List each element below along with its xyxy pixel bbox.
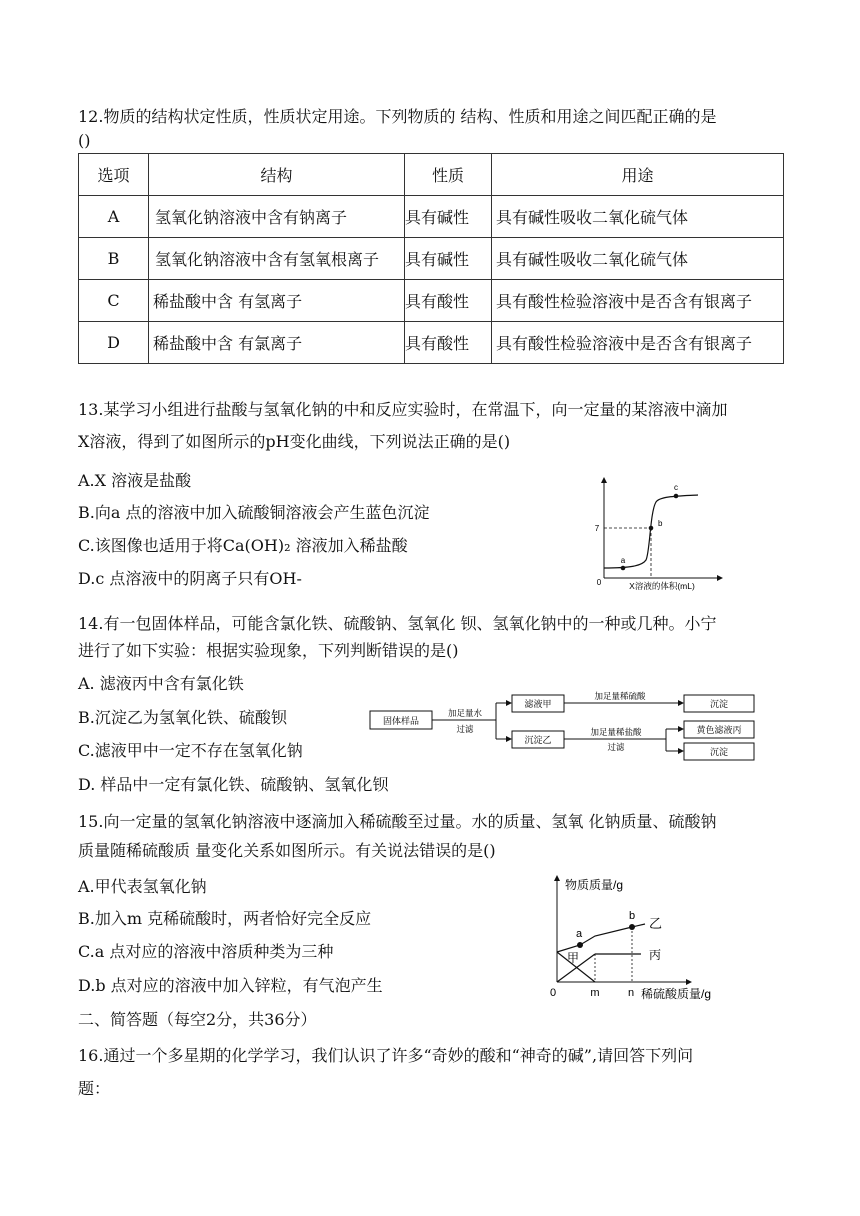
q16-line2: 题： <box>78 1079 111 1098</box>
row-structure: 氢氧化钠溶液中含有钠离子 <box>149 196 405 238</box>
y-axis-label: 物质质量/g <box>565 878 624 892</box>
row-use: 具有碱性吸收二氧化硫气体 <box>492 196 784 238</box>
row-structure: 稀盐酸中含 有氯离子 <box>149 322 405 364</box>
q14-stem-line2: 进行了如下实验：根据实验现象，下列判断错误的是() <box>78 641 459 660</box>
table-row <box>79 322 784 364</box>
row-option: A <box>79 196 149 238</box>
step2-label: 加足量稀硫酸 <box>594 691 646 701</box>
section-heading: 二、简答题（每空2分，共36分） <box>78 1010 317 1029</box>
point-c-label: c <box>674 483 678 492</box>
point-b-label: b <box>628 910 636 922</box>
q14-option-c: C.滤液甲中一定不存在氢氧化钠 <box>78 741 303 760</box>
row-use: 具有碱性吸收二氧化硫气体 <box>492 238 784 280</box>
table-row <box>79 238 784 280</box>
row-structure: 稀盐酸中含 有氢离子 <box>149 280 405 322</box>
filtrate-a-label: 滤液甲 <box>524 699 552 709</box>
series-jia-label: 甲 <box>567 951 580 965</box>
point-a-marker <box>577 942 583 948</box>
step3-top-label: 加足量稀盐酸 <box>590 727 642 737</box>
q13-option-b: B.向a 点的溶液中加入硫酸铜溶液会产生蓝色沉淀 <box>78 503 430 522</box>
q14-option-d: D. 样品中一定有氯化铁、硫酸钠、氢氧化钡 <box>78 775 389 794</box>
filtrate-c-label: 黄色滤液丙 <box>696 725 742 735</box>
q13-option-d: D.c 点溶液中的阴离子只有OH- <box>78 569 302 588</box>
row-option: B <box>79 238 149 280</box>
row-option: C <box>79 280 149 322</box>
table-row <box>79 196 784 238</box>
q12-table <box>78 153 784 364</box>
precip1-label: 沉淀 <box>709 699 729 709</box>
precip-b-label: 沉淀乙 <box>524 735 552 745</box>
point-b-marker <box>629 924 635 930</box>
row-property: 具有酸性 <box>405 280 492 322</box>
q15-option-b: B.加入m 克稀硫酸时，两者恰好完全反应 <box>78 909 372 928</box>
point-a-label: a <box>620 556 626 565</box>
q15-option-a: A.甲代表氢氧化钠 <box>78 877 207 896</box>
q14-stem-line1: 14.有一包固体样品，可能含氯化铁、硫酸钠、氢氧化 钡、氢氧化钠中的一种或几种。小宁 <box>78 614 717 633</box>
point-b-marker <box>649 526 654 531</box>
row-property: 具有碱性 <box>405 238 492 280</box>
table-row <box>79 280 784 322</box>
q14-option-a: A. 滤液丙中含有氯化铁 <box>78 674 244 693</box>
series-bing-label: 丙 <box>649 948 662 962</box>
row-use: 具有酸性检验溶液中是否含有银离子 <box>492 322 784 364</box>
point-a-marker <box>621 566 626 571</box>
origin-label: 0 <box>596 578 602 587</box>
row-property: 具有酸性 <box>405 322 492 364</box>
q13-stem-line1: 13.某学习小组进行盐酸与氢氧化钠的中和反应实验时，在常温下，向一定量的某溶液中滴加 <box>78 400 728 419</box>
row-option: D <box>79 322 149 364</box>
point-a-label: a <box>575 928 583 940</box>
experiment-flowchart <box>366 690 758 762</box>
precip2-label: 沉淀 <box>709 747 729 757</box>
q12-stem-line2: () <box>78 131 91 150</box>
q13-stem-line2: X溶液，得到了如图所示的pH变化曲线，下列说法正确的是() <box>78 432 511 451</box>
q13-option-c: C.该图像也适用于将Ca(OH)₂ 溶液加入稀盐酸 <box>78 536 408 555</box>
step1-top-label: 加足量水 <box>447 708 483 718</box>
row-property: 具有碱性 <box>405 196 492 238</box>
q13-option-a: A.X 溶液是盐酸 <box>78 471 192 490</box>
step3-bottom-label: 过滤 <box>607 742 625 752</box>
header-structure: 结构 <box>149 154 405 196</box>
x-axis-label: X溶液的体积(mL) <box>629 581 695 591</box>
mass-change-graph <box>545 872 712 1002</box>
origin-label: 0 <box>549 987 557 999</box>
row-structure: 氢氧化钠溶液中含有氢氧根离子 <box>149 238 405 280</box>
point-c-marker <box>674 494 679 499</box>
q15-option-d: D.b 点对应的溶液中加入锌粒，有气泡产生 <box>78 976 383 995</box>
q15-stem-line2: 质量随稀硫酸质 量变化关系如图所示。有关说法错误的是() <box>78 841 496 860</box>
header-property: 性质 <box>405 154 492 196</box>
q15-option-c: C.a 点对应的溶液中溶质种类为三种 <box>78 942 334 961</box>
q15-stem-line1: 15.向一定量的氢氧化钠溶液中逐滴加入稀硫酸至过量。水的质量、氢氧 化钠质量、硫酸钠 <box>78 812 717 831</box>
row-use: 具有酸性检验溶液中是否含有银离子 <box>492 280 784 322</box>
x-axis-label: 稀硫酸质量/g <box>641 987 712 1001</box>
q16-line1: 16.通过一个多星期的化学学习，我们认识了许多“奇妙的酸和“神奇的碱”,请回答下列问 <box>78 1046 694 1065</box>
point-b-label: b <box>658 519 663 528</box>
header-use: 用途 <box>492 154 784 196</box>
ph-curve <box>604 495 698 568</box>
series-yi-label: 乙 <box>649 916 663 931</box>
table-header-row <box>79 154 784 196</box>
header-option: 选项 <box>79 154 149 196</box>
m-label: m <box>590 987 600 999</box>
sample-label: 固体样品 <box>382 716 420 726</box>
n-label: n <box>627 987 635 999</box>
q14-option-b: B.沉淀乙为氢氧化铁、硫酸钡 <box>78 708 287 727</box>
step1-bottom-label: 过滤 <box>456 724 474 734</box>
q12-stem-line1: 12.物质的结构状定性质，性质状定用途。下列物质的 结构、性质和用途之间匹配正确的是 <box>78 107 717 126</box>
y-tick-7: 7 <box>594 524 600 533</box>
ph-curve-graph <box>590 472 730 594</box>
